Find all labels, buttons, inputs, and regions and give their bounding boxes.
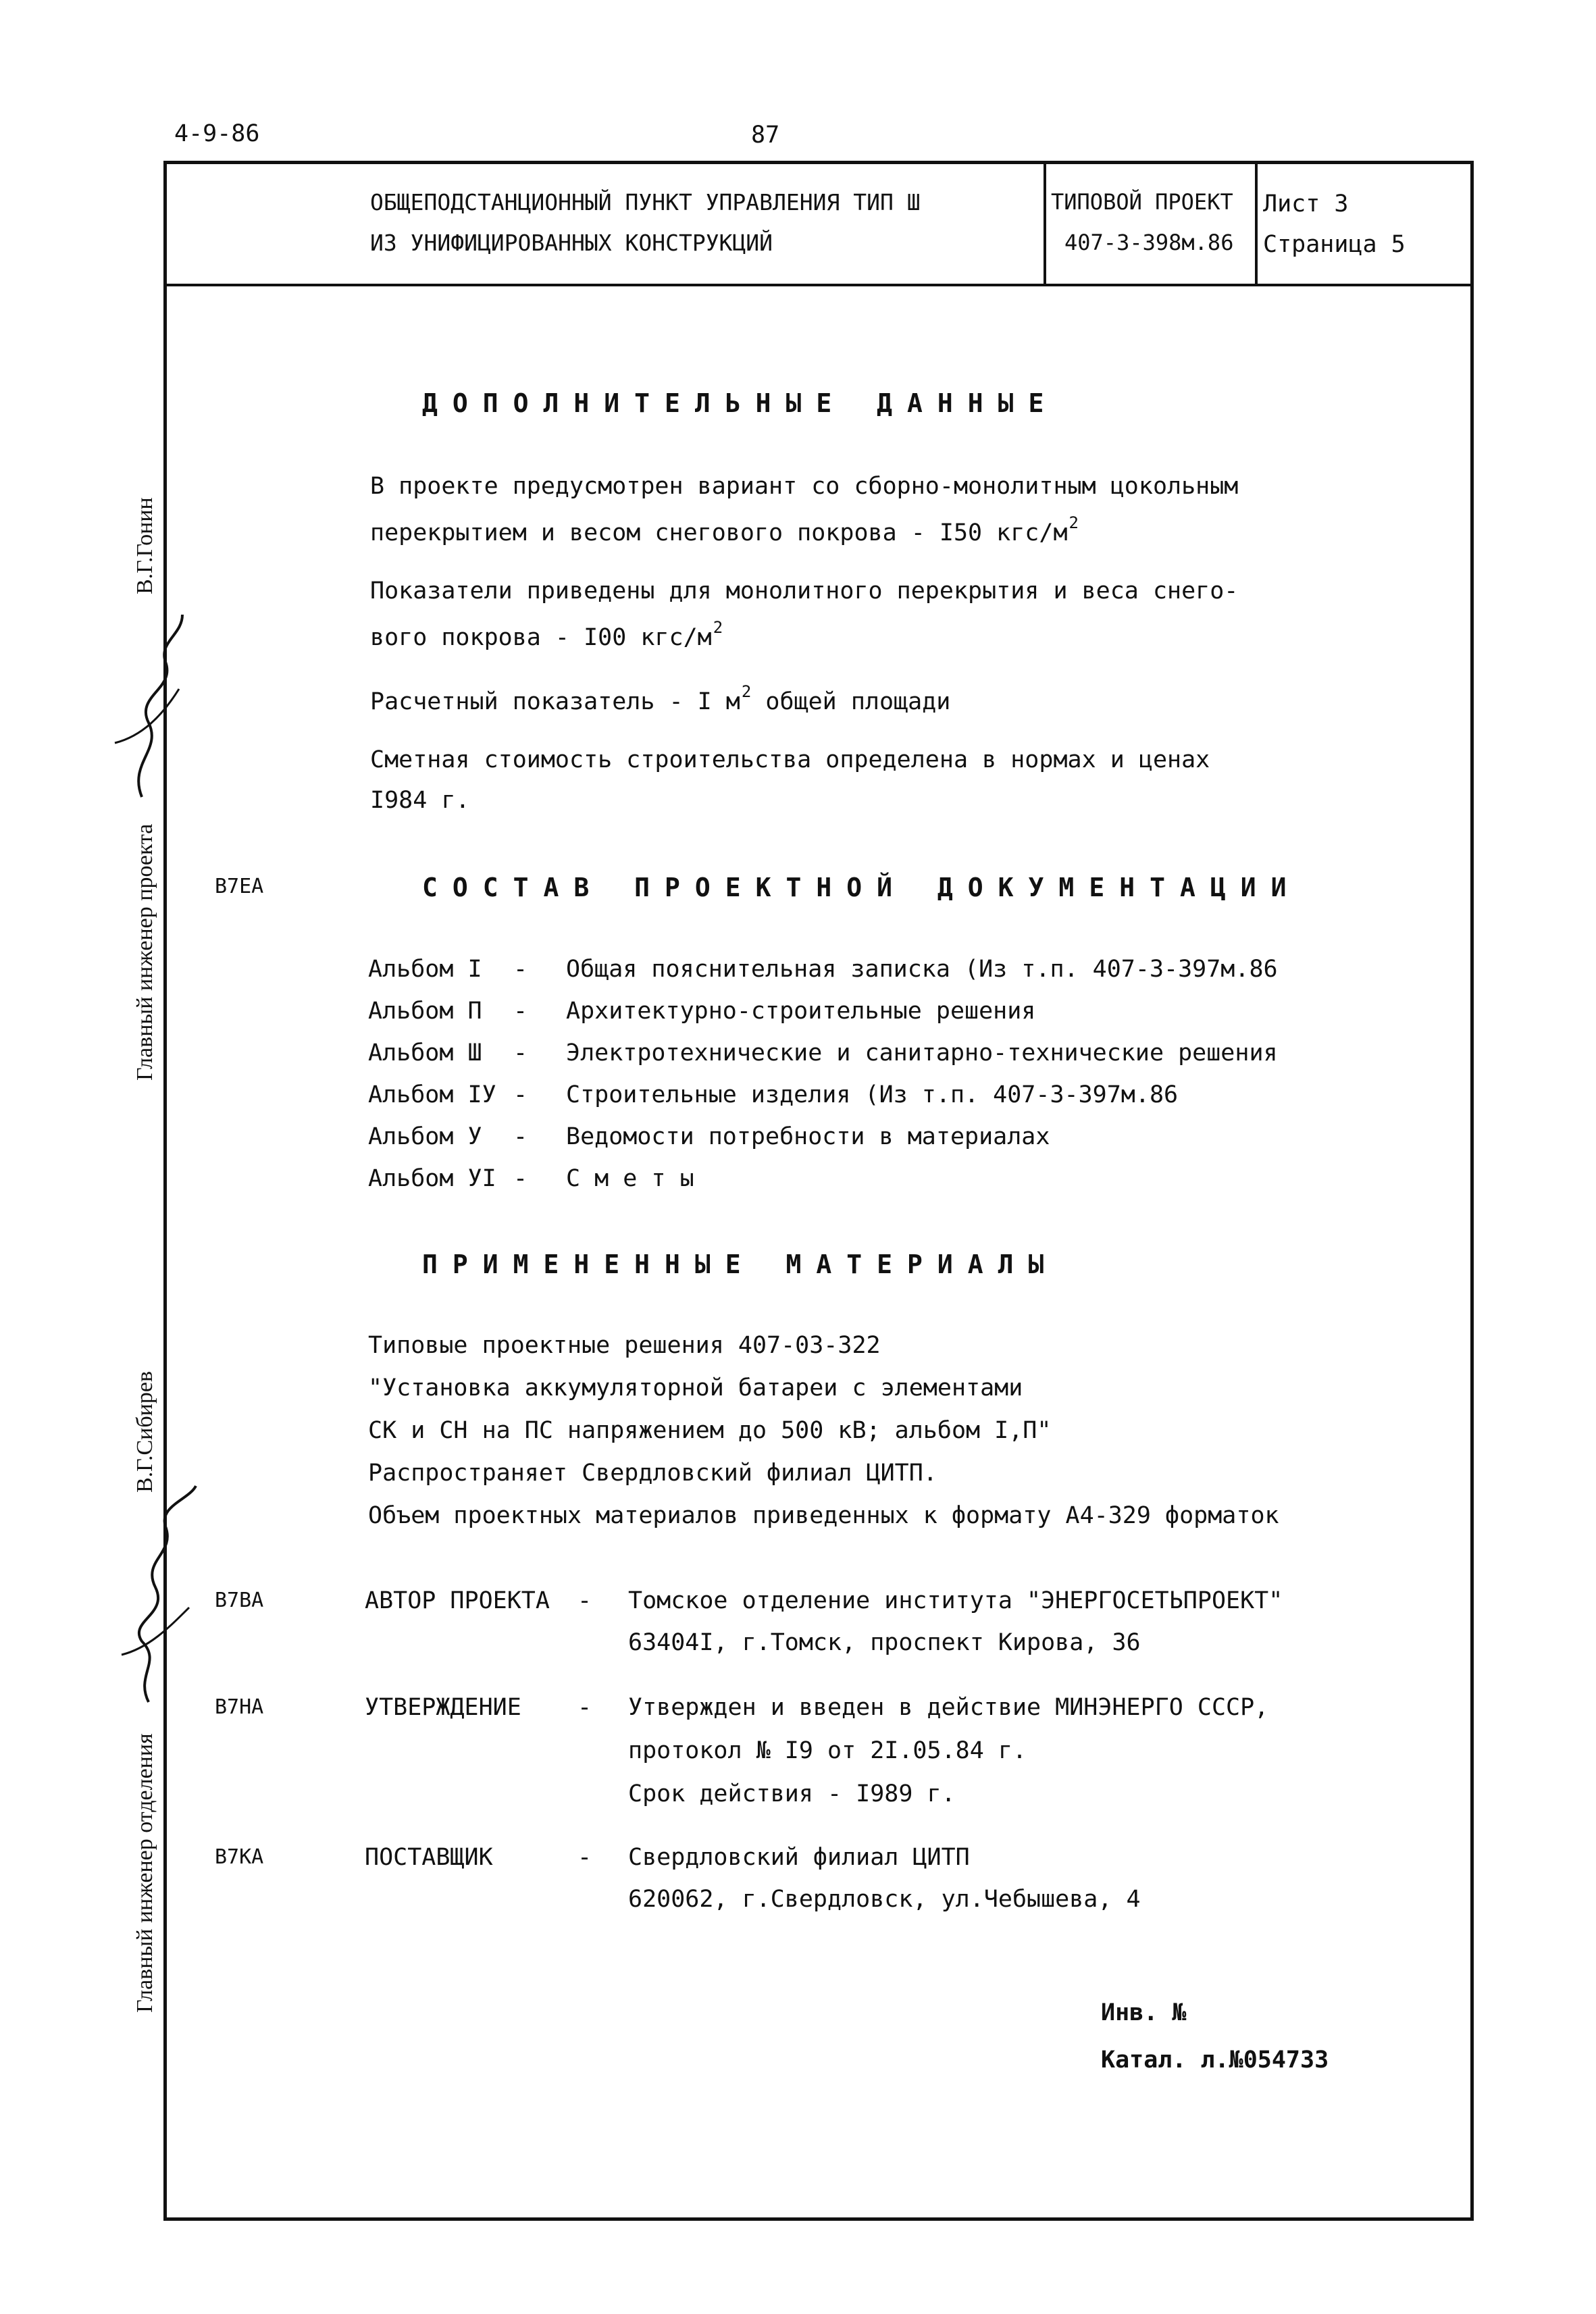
info-label-author: АВТОР ПРОЕКТА [365,1587,550,1614]
inventory-number: Инв. № [1101,1999,1187,2026]
album-dash: - [513,1081,528,1108]
album-desc: Общая пояснительная записка (Из т.п. 407-3-397м.86 [566,956,1278,983]
document-date: 4-9-86 [174,120,260,147]
album-name: Альбом УI [368,1165,496,1192]
album-dash: - [513,956,528,983]
stamp-divider [1044,161,1046,285]
album-desc: Электротехнические и санитарно-технические решения [566,1039,1278,1066]
chief-engineer-project-label: Главный инженер проекта [132,823,157,1081]
superscript: 2 [741,682,752,701]
signature-dept-engineer [101,1479,209,1709]
album-name: Альбом Ш [368,1039,482,1066]
code-composition: В7ЕА [215,875,264,898]
info-dash: - [577,1844,592,1871]
materials-line: СК и СН на ПС напряжением до 500 кВ; альбом I,П" [368,1417,1052,1444]
info-line: 63404I, г.Томск, проспект Кирова, 36 [628,1629,1141,1656]
materials-line: "Установка аккумуляторной батареи с элементами [368,1374,1023,1402]
album-desc: Строительные изделия (Из т.п. 407-3-397м.86 [566,1081,1179,1108]
stamp-divider [1255,161,1258,285]
project-label: ТИПОВОЙ ПРОЕКТ [1051,189,1233,215]
project-number: 407-3-398м.86 [1064,230,1234,255]
info-line: протокол № I9 от 2I.05.84 г. [628,1737,1027,1764]
stamp-title-line1: ОБЩЕПОДСТАНЦИОННЫЙ ПУНКТ УПРАВЛЕНИЯ ТИП Ш [370,189,921,215]
additional-p3: Расчетный показатель - I $м^2$ общей площади [370,682,951,715]
album-desc: С м е т ы [566,1165,694,1192]
chief-engineer-dept-label: Главный инженер отделения [132,1733,157,2013]
info-dash: - [577,1587,592,1614]
album-name: Альбом П [368,998,482,1025]
info-line: 620062, г.Свердловск, ул.Чебышева, 4 [628,1886,1141,1913]
album-dash: - [513,1165,528,1192]
code-author: В7ВА [215,1589,264,1612]
info-label-supplier: ПОСТАВЩИК [365,1844,493,1871]
info-line: Срок действия - I989 г. [628,1780,956,1807]
code-supplier: В7КА [215,1845,264,1869]
materials-line: Распространяет Свердловский филиал ЦИТП. [368,1460,937,1487]
additional-p2-line2: вого покрова - I00 кгс/$м^2$ [370,618,723,651]
superscript: 2 [713,618,723,637]
additional-p1-line1: В проекте предусмотрен вариант со сборно-монолитным цокольным [370,473,1239,500]
section-heading-composition: СОСТАВ ПРОЕКТНОЙ ДОКУМЕНТАЦИИ [422,873,1302,902]
additional-p4-line1: Сметная стоимость строительства определена в нормах и ценах [370,746,1210,773]
album-name: Альбом У [368,1123,482,1150]
album-dash: - [513,998,528,1025]
info-line: Томское отделение института "ЭНЕРГОСЕТЬПРОЕКТ" [628,1587,1283,1614]
section-heading-additional: ДОПОЛНИТЕЛЬНЫЕ ДАННЫЕ [422,388,1059,418]
signature-project-engineer [101,608,196,811]
info-line: Свердловский филиал ЦИТП [628,1844,970,1871]
additional-p2-line1: Показатели приведены для монолитного перекрытия и веса снего- [370,577,1239,605]
chief-engineer-dept-name: В.Г.Сибирев [132,1370,157,1493]
materials-line: Типовые проектные решения 407-03-322 [368,1332,881,1359]
album-desc: Архитектурно-строительные решения [566,998,1036,1025]
album-desc: Ведомости потребности в материалах [566,1123,1050,1150]
additional-p4-line2: I984 г. [370,787,470,814]
code-approval: В7НА [215,1695,264,1719]
album-dash: - [513,1123,528,1150]
stamp-divider [163,284,1474,286]
album-dash: - [513,1039,528,1066]
sheet-number: Лист 3 [1263,190,1349,217]
superscript: 2 [1069,513,1079,532]
stamp-title-line2: ИЗ УНИФИЦИРОВАННЫХ КОНСТРУКЦИЙ [370,230,773,256]
page-label: Страница 5 [1263,231,1406,258]
section-heading-materials: ПРИМЕНЕННЫЕ МАТЕРИАЛЫ [422,1250,1059,1279]
additional-p1-line2: перекрытием и весом снегового покрова - I50 кгс/$м^2$ [370,513,1079,546]
page-number: 87 [751,122,780,149]
chief-engineer-project-name: В.Г.Гонин [132,497,157,594]
materials-line: Объем проектных материалов приведенных к формату А4-329 форматок [368,1502,1279,1529]
album-name: Альбом IУ [368,1081,496,1108]
album-name: Альбом I [368,956,482,983]
info-dash: - [577,1694,592,1721]
catalog-number: Катал. л.№054733 [1101,2047,1329,2074]
info-line: Утвержден и введен в действие МИНЭНЕРГО СССР, [628,1694,1269,1721]
info-label-approval: УТВЕРЖДЕНИЕ [365,1694,521,1721]
